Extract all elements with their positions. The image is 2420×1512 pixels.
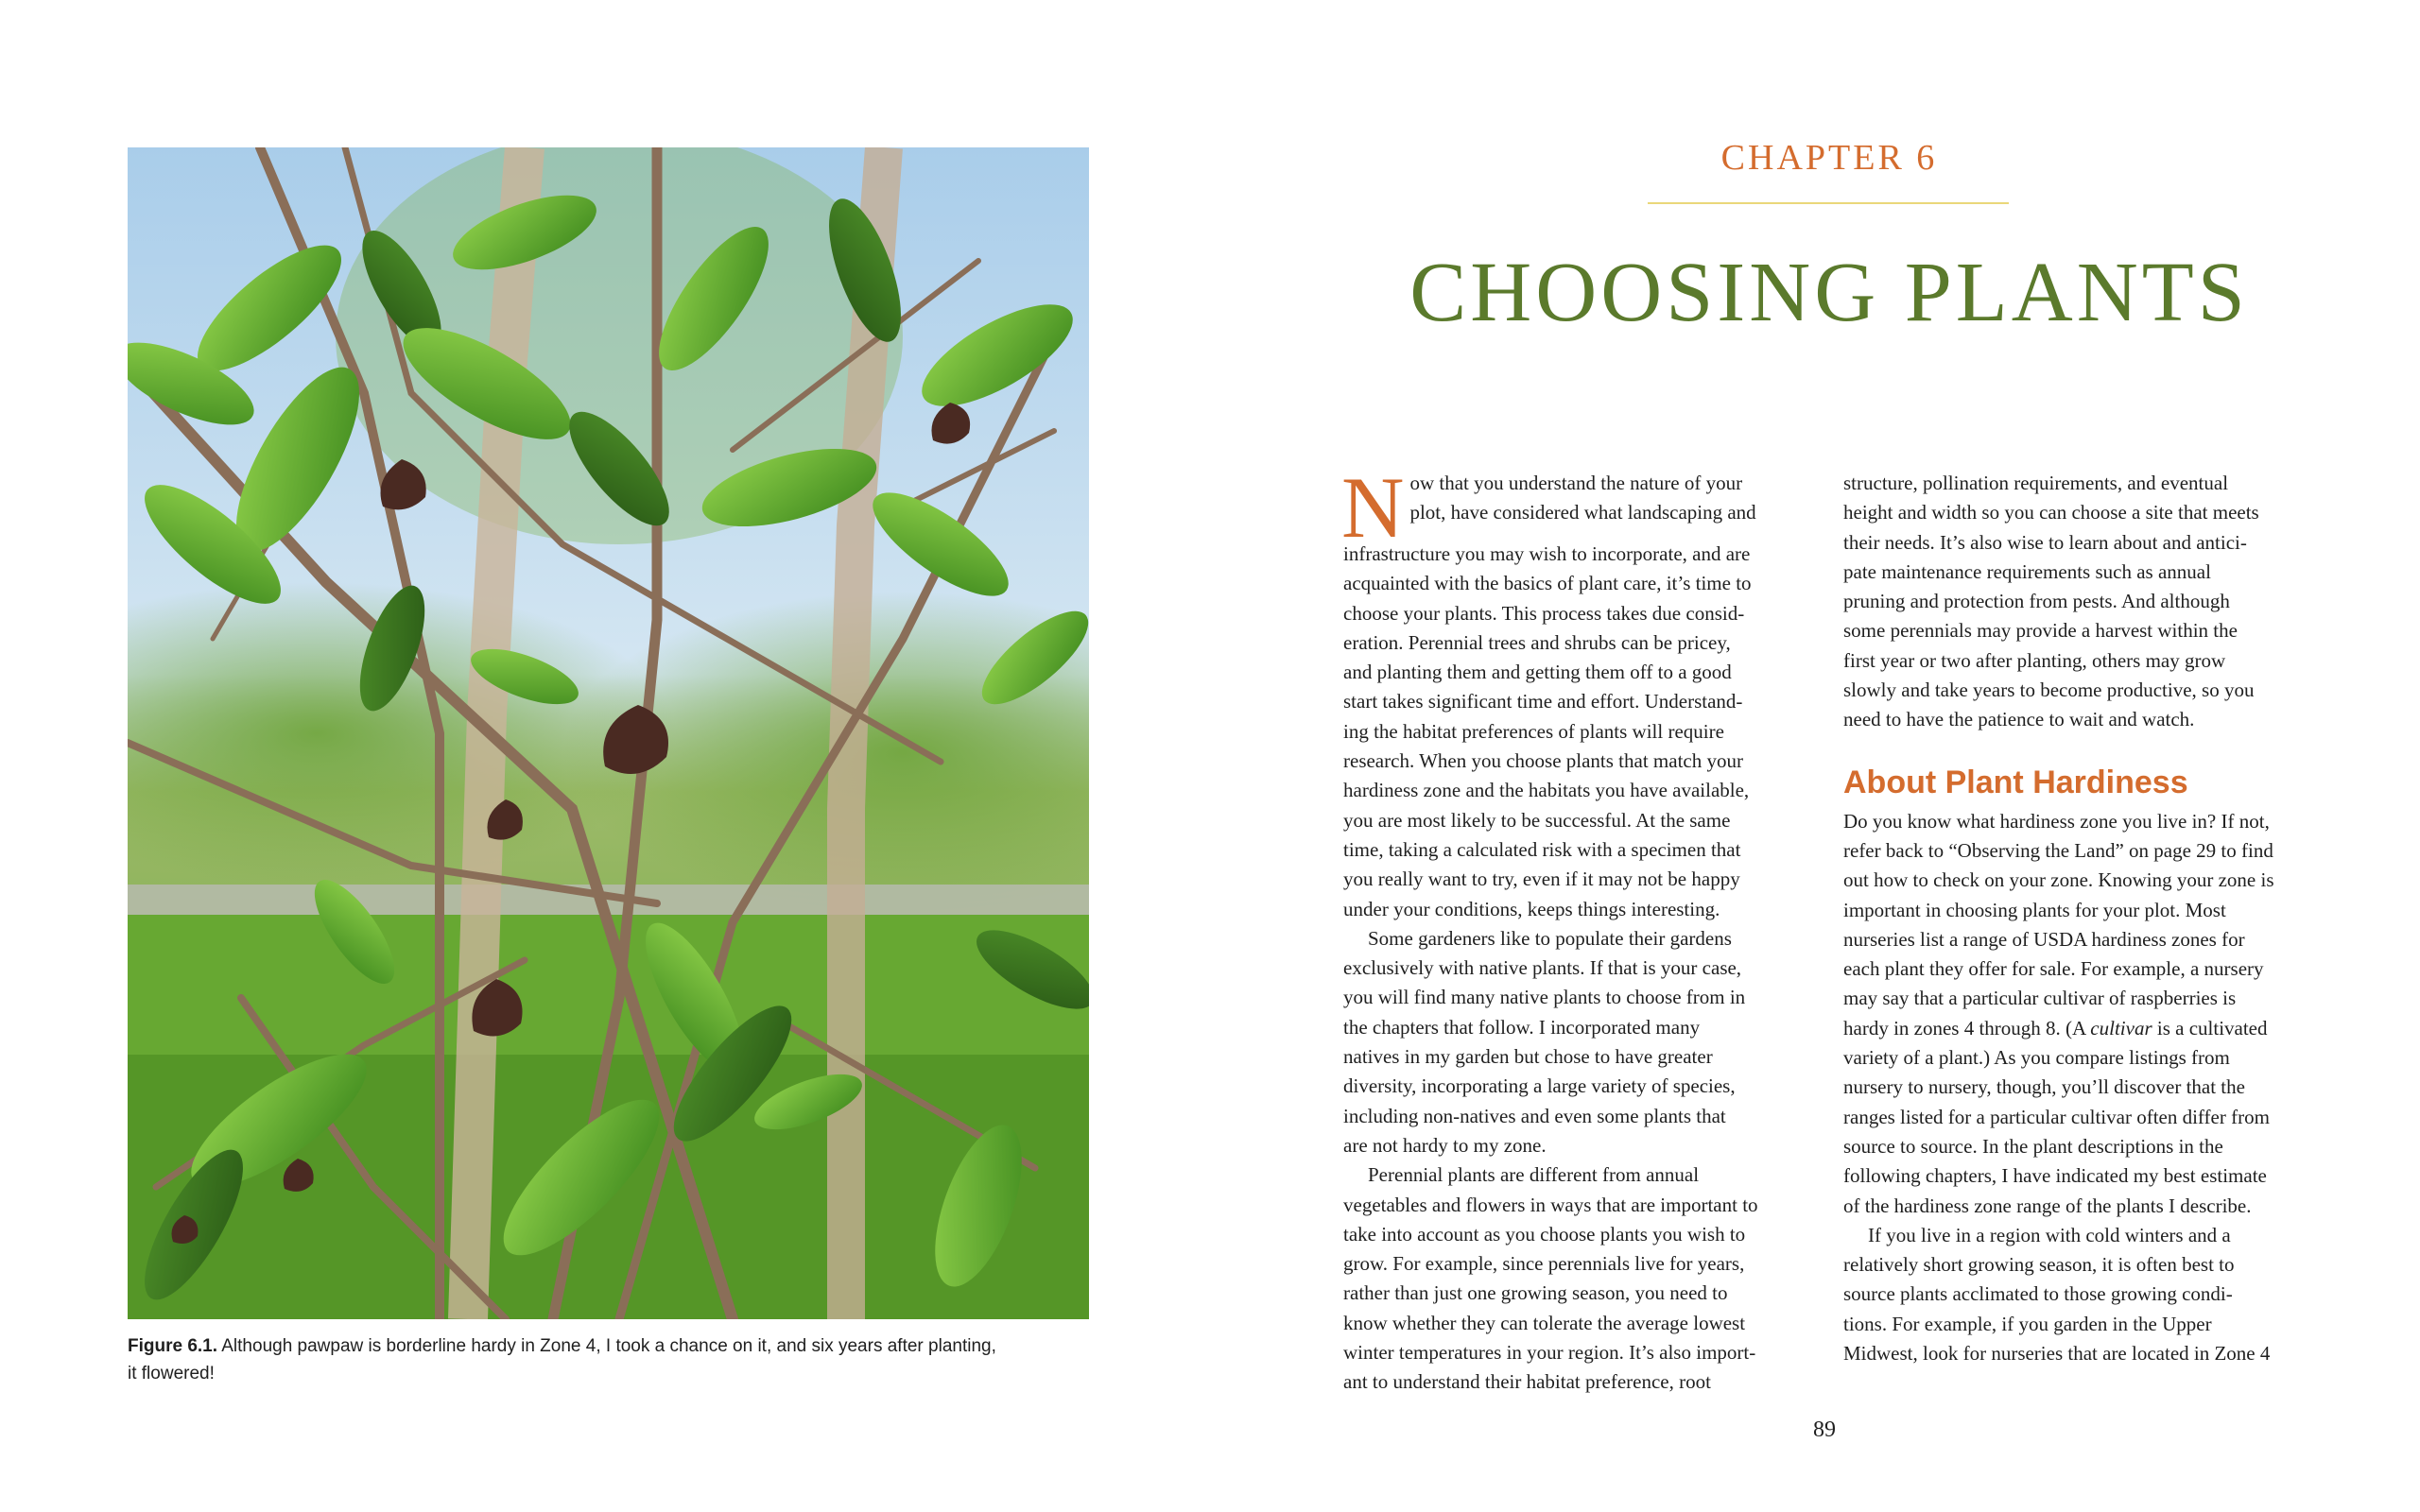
body-line: relatively short growing season, it is often best to: [1843, 1253, 2235, 1277]
body-line: ing the habitat preferences of plants will require: [1343, 719, 1724, 743]
body-line: If you live in a region with cold winters and a: [1868, 1223, 2231, 1246]
body-line: rather than just one growing season, you need to: [1343, 1281, 1728, 1305]
body-line: acquainted with the basics of plant care, it’s time to: [1343, 572, 1752, 595]
body-line: infrastructure you may wish to incorporate, and are: [1343, 542, 1751, 565]
chapter-title: CHOOSING PLANTS: [1409, 246, 2249, 339]
body-line: under your conditions, keeps things interesting.: [1343, 897, 1720, 920]
body-line: plot, have considered what landscaping and: [1409, 501, 1756, 524]
body-line: out how to check on your zone. Knowing your zone is: [1843, 868, 2274, 892]
chapter-label: CHAPTER 6: [1720, 138, 1938, 178]
body-line: grow. For example, since perennials live for years,: [1343, 1252, 1745, 1276]
body-line: choose your plants. This process takes due consid-: [1343, 601, 1745, 625]
body-line: some perennials may provide a harvest within the: [1843, 619, 2238, 643]
body-line: you will find many native plants to choose from in: [1343, 986, 1746, 1009]
pawpaw-tree-illustration: [128, 147, 1089, 1319]
body-line: know whether they can tolerate the average lowest: [1343, 1311, 1746, 1334]
section-heading: About Plant Hardiness: [1843, 764, 2188, 800]
body-line: time, taking a calculated risk with a specimen that: [1343, 837, 1741, 861]
figure-caption-text-line2: it flowered!: [128, 1364, 215, 1383]
body-line: you really want to try, even if it may not be happy: [1343, 868, 1740, 891]
body-line: structure, pollination requirements, and eventual: [1843, 472, 2229, 494]
body-line: Midwest, look for nurseries that are located in Zone 4: [1843, 1342, 2271, 1366]
body-line: start takes significant time and effort. Understand-: [1343, 690, 1743, 713]
body-line: height and width so you can choose a site that meets: [1843, 501, 2259, 524]
body-line: [1843, 1014, 2307, 1043]
body-line: Some gardeners like to populate their gardens: [1368, 926, 1732, 950]
body-line: their needs. It’s also wise to learn about and antici-: [1843, 530, 2247, 554]
body-line: slowly and take years to become productive, so you: [1843, 679, 2255, 702]
body-line: source plants acclimated to those growing condi-: [1843, 1282, 2233, 1306]
body-text: is a cultivated: [2152, 1016, 2268, 1040]
body-column-left: [1341, 459, 1806, 1398]
body-line: are not hardy to my zone.: [1343, 1133, 1547, 1157]
body-line: Do you know what hardiness zone you live in? If not,: [1843, 809, 2270, 833]
body-line: of the hardiness zone range of the plants I describe.: [1843, 1194, 2252, 1217]
body-line: ranges listed for a particular cultivar often differ from: [1843, 1105, 2270, 1128]
page-number: 89: [1813, 1418, 1836, 1442]
body-line: ow that you understand the nature of your: [1409, 472, 1743, 494]
body-line: refer back to “Observing the Land” on page 29 to find: [1843, 838, 2273, 862]
drop-cap: N: [1341, 459, 1405, 556]
body-line: winter temperatures in your region. It’s also import-: [1343, 1341, 1756, 1365]
body-line: variety of a plant.) As you compare listings from: [1843, 1046, 2230, 1070]
body-line: need to have the patience to wait and watch.: [1843, 708, 2195, 731]
body-line: ant to understand their habitat preference, root: [1343, 1370, 1711, 1394]
body-line: source to source. In the plant descriptions in the: [1843, 1134, 2223, 1158]
body-line: exclusively with native plants. If that is your case,: [1343, 956, 1742, 980]
body-line: hardiness zone and the habitats you have available,: [1343, 779, 1750, 802]
body-line: the chapters that follow. I incorporated many: [1343, 1015, 1701, 1039]
body-line: pruning and protection from pests. And although: [1843, 590, 2230, 613]
figure-caption-text: Although pawpaw is borderline hardy in Zone 4, I took a chance on it, and six years after planting,: [217, 1336, 996, 1356]
body-column-right: [1843, 469, 2307, 1368]
body-text: hardy in zones 4 through 8. (A: [1843, 1016, 2091, 1040]
body-line: each plant they offer for sale. For example, a nursery: [1843, 957, 2264, 981]
body-line: including non-natives and even some plants that: [1343, 1104, 1726, 1127]
body-line: Perennial plants are different from annual: [1368, 1163, 1700, 1187]
body-line: nursery to nursery, though, you’ll discover that the: [1843, 1075, 2245, 1099]
body-line: vegetables and flowers in ways that are important to: [1343, 1193, 1758, 1216]
body-line: important in choosing plants for your plot. Most: [1843, 898, 2226, 921]
body-line: natives in my garden but chose to have greater: [1343, 1045, 1713, 1069]
body-line: following chapters, I have indicated my best estimate: [1843, 1164, 2267, 1188]
emphasis-cultivar: cultivar: [2090, 1016, 2152, 1040]
pawpaw-photo: [128, 147, 1089, 1319]
body-line: first year or two after planting, others may grow: [1843, 648, 2226, 672]
body-line: tions. For example, if you garden in the Upper: [1843, 1312, 2212, 1335]
body-line: you are most likely to be successful. At the same: [1343, 808, 1731, 832]
body-line: take into account as you choose plants you wish to: [1343, 1222, 1746, 1246]
chapter-divider: [1648, 202, 2009, 204]
body-line: research. When you choose plants that match your: [1343, 749, 1743, 773]
body-line: eration. Perennial trees and shrubs can be pricey,: [1343, 630, 1731, 654]
figure-caption: [128, 1332, 1035, 1387]
body-line: and planting them and getting them off to a good: [1343, 661, 1732, 684]
figure-label: Figure 6.1.: [128, 1336, 218, 1356]
body-line: diversity, incorporating a large variety of species,: [1343, 1074, 1736, 1098]
body-line: may say that a particular cultivar of raspberries is: [1843, 987, 2237, 1010]
body-line: pate maintenance requirements such as annual: [1843, 559, 2211, 583]
body-line: nurseries list a range of USDA hardiness zones for: [1843, 927, 2245, 951]
